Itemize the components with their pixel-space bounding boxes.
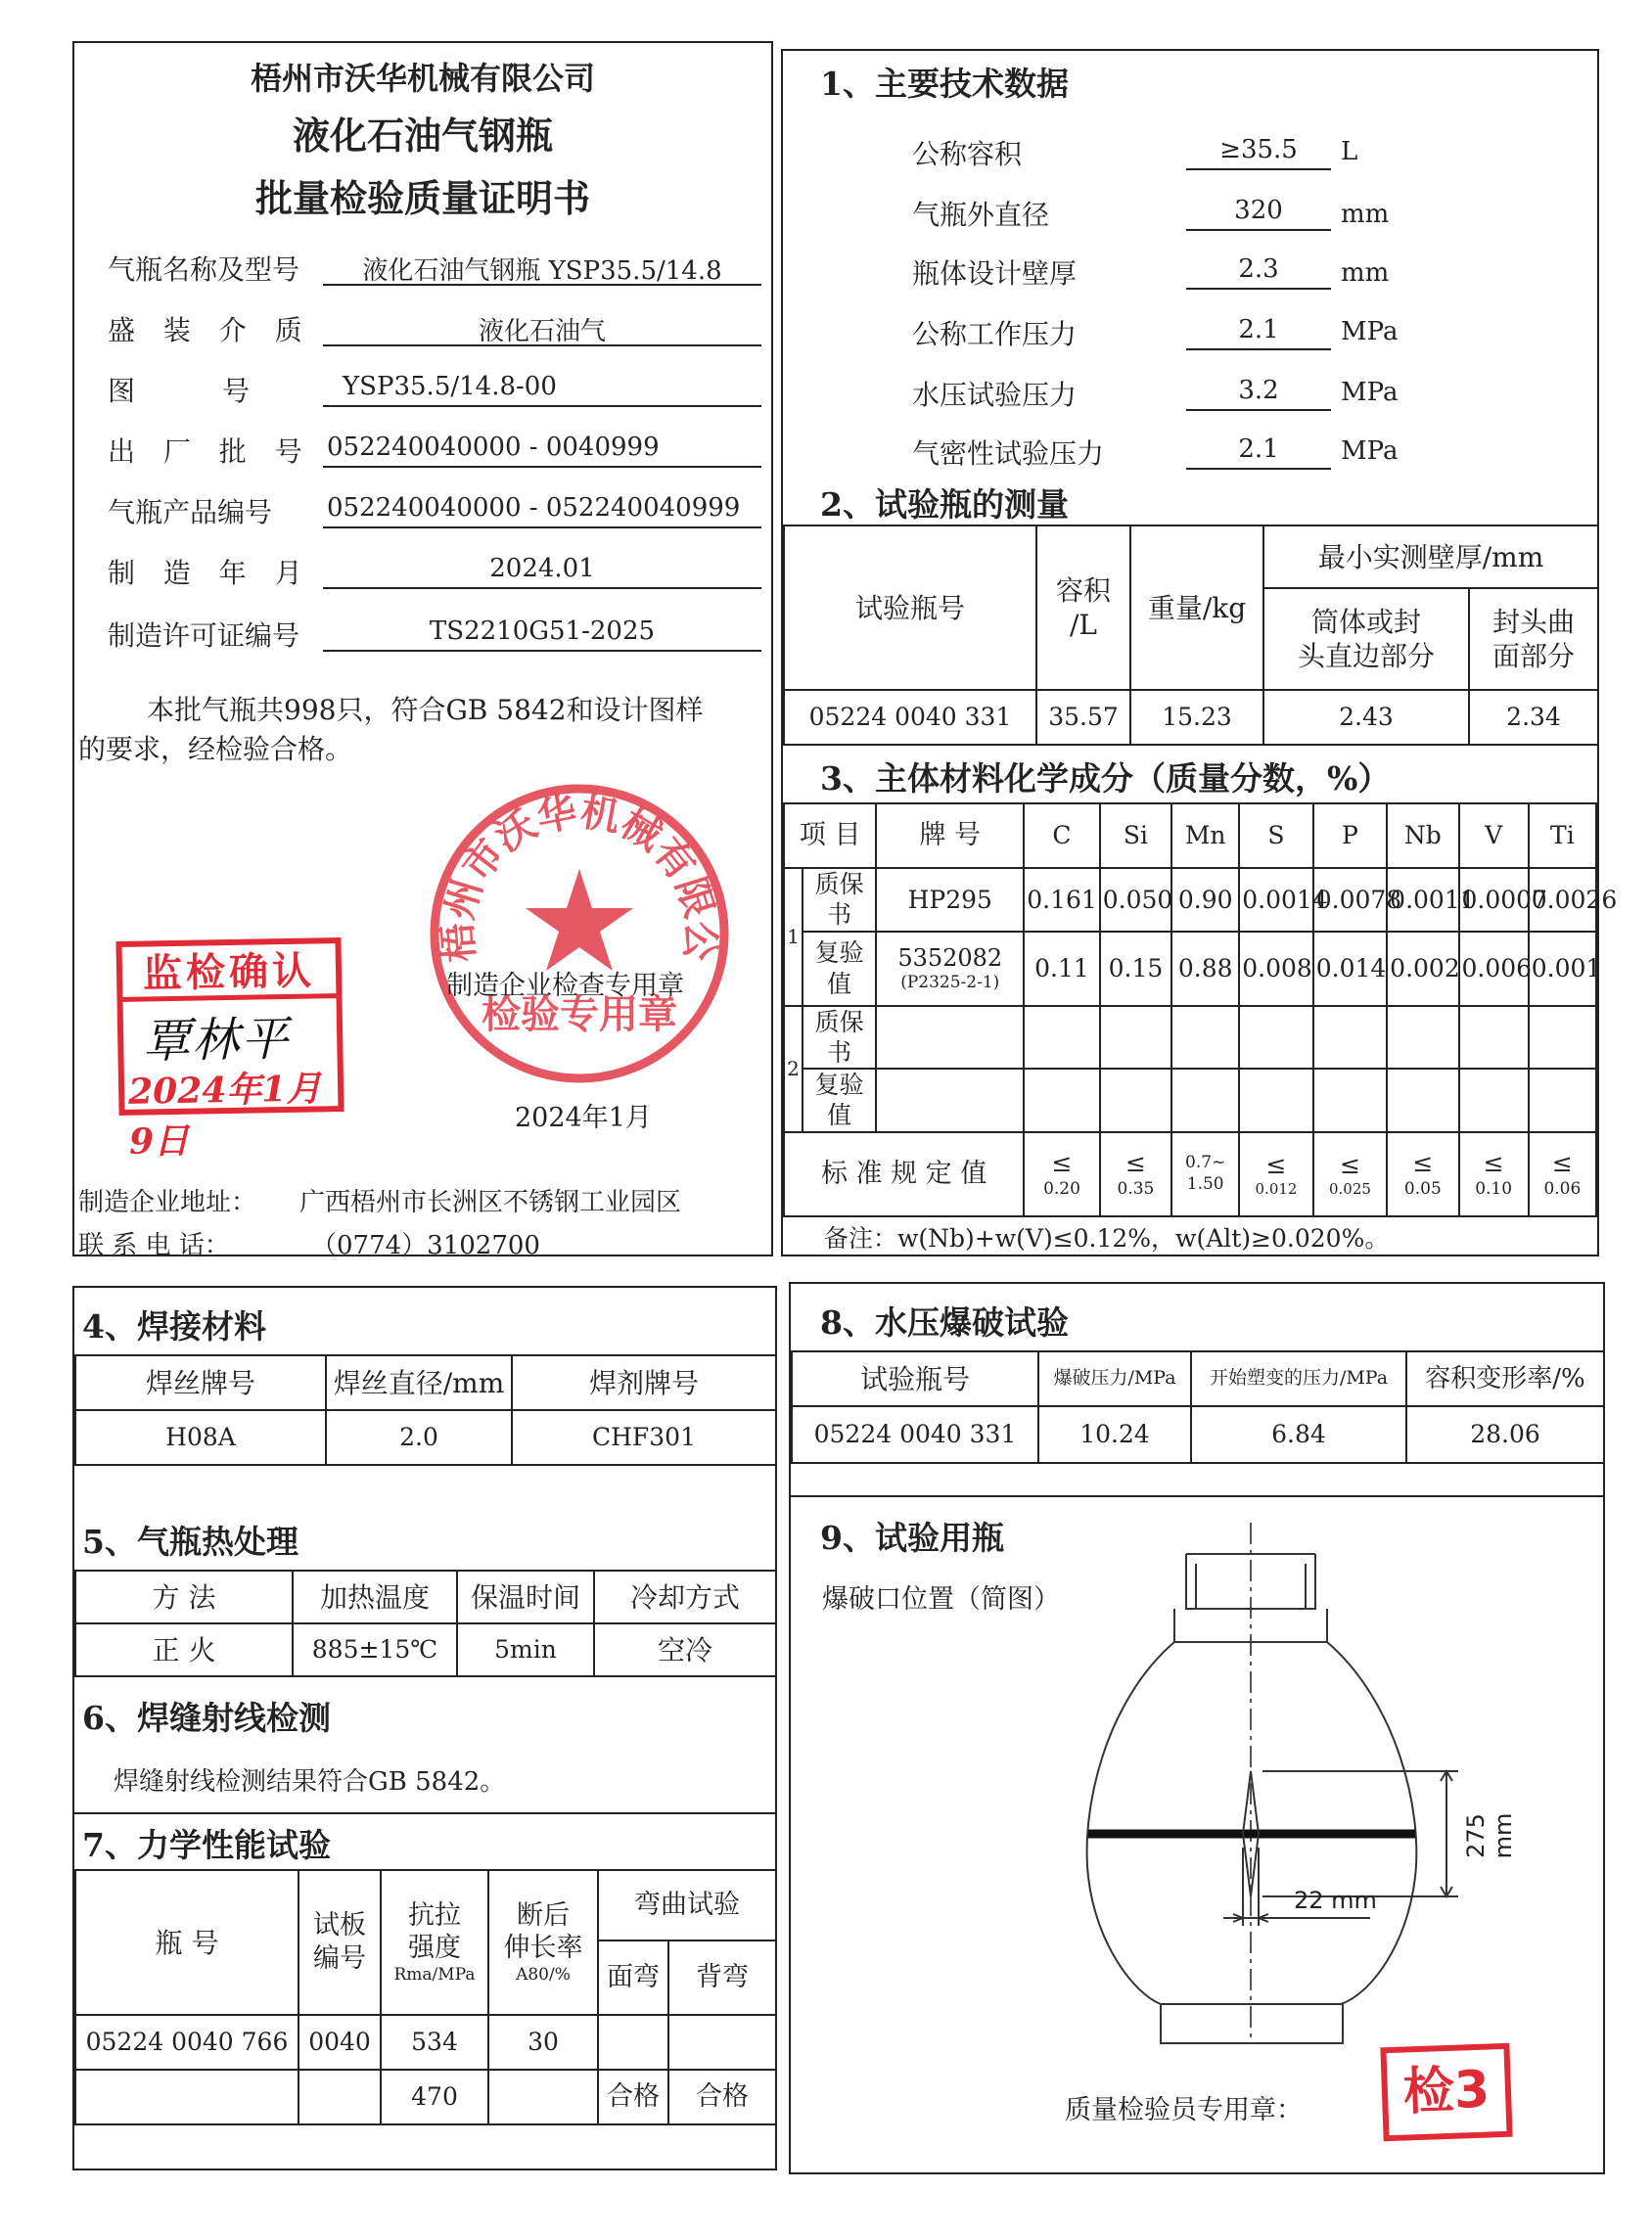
doc-title-2: 批量检验质量证明书 [254, 176, 590, 220]
cell: 0.0007 [1459, 868, 1529, 932]
stamp-caption: 制造企业检查专用章 [446, 971, 684, 1001]
col-header: 爆破压力/MPa [1038, 1351, 1191, 1406]
measurement-table [783, 525, 1599, 746]
cell: 05224 0040 331 [792, 1406, 1038, 1463]
cell: 5352082 (P2325-2-1) [876, 932, 1024, 1006]
cell: 0.88 [1171, 932, 1239, 1006]
row-label: 质保书 [803, 1006, 876, 1070]
col-header: Mn [1171, 803, 1239, 868]
tech-unit: MPa [1341, 317, 1399, 346]
section5-title: 5、气瓶热处理 [82, 1523, 298, 1561]
field-label: 出 厂 批 号 [108, 435, 312, 468]
std-cell: ≤ 0.025 [1313, 1132, 1387, 1216]
cell: 0040 [298, 2015, 381, 2070]
field-label: 制 造 年 月 [108, 557, 312, 589]
inspection-stamp [115, 937, 344, 1163]
inspection-stamp-title: 监检确认 [122, 943, 337, 1002]
cell: 0.050 [1100, 868, 1171, 932]
col-header: 容积变形率/% [1406, 1351, 1604, 1406]
cell: 5min [457, 1623, 594, 1676]
std-cell: 0.7~ 1.50 [1171, 1132, 1239, 1216]
col-header: 断后 伸长率 A80/% [488, 1870, 598, 2015]
col-header: 封头曲 面部分 [1469, 588, 1598, 690]
col-header: 最小实测壁厚/mm [1263, 525, 1598, 588]
tech-value: 2.1 [1238, 434, 1279, 464]
cell: 0.0026 [1529, 868, 1596, 932]
field-label: 盛 装 介 质 [108, 314, 312, 346]
cell: 0.0014 [1239, 868, 1312, 932]
cell: 0.11 [1024, 932, 1100, 1006]
phone-label: 联 系 电 话： [78, 1231, 230, 1260]
cell: 05224 0040 766 [75, 2015, 298, 2070]
col-header: 试验瓶号 [784, 525, 1036, 690]
cell: 合格 [668, 2070, 776, 2124]
col-header: Nb [1387, 803, 1458, 868]
cell: 0.001 [1529, 932, 1596, 1006]
tech-label: 水压试验压力 [912, 379, 1078, 411]
cell: H08A [75, 1410, 326, 1465]
cell: 正 火 [75, 1623, 293, 1676]
section8-title: 8、水压爆破试验 [820, 1303, 1069, 1342]
cell: 0.90 [1171, 868, 1239, 932]
field-label: 图 号 [108, 375, 251, 407]
tech-unit: L [1341, 137, 1358, 166]
field-value: 052240040000 - 0040999 [327, 433, 660, 462]
cell: 35.57 [1036, 690, 1130, 745]
cell: 2.43 [1263, 690, 1469, 745]
cell: 0.014 [1313, 932, 1387, 1006]
table-row [75, 2015, 776, 2070]
tech-label: 公称工作压力 [912, 318, 1078, 350]
field-value: 052240040000 - 052240040999 [327, 493, 741, 523]
table-row [784, 1069, 1596, 1132]
field-label: 气瓶名称及型号 [108, 253, 300, 286]
cell: 15.23 [1130, 690, 1263, 745]
std-cell: ≤ 0.35 [1100, 1132, 1171, 1216]
cell: 2.34 [1469, 690, 1598, 745]
table-row [784, 1006, 1596, 1070]
field-value: TS2210G51-2025 [429, 616, 656, 646]
table-row [784, 1132, 1596, 1216]
tech-value: 2.1 [1238, 315, 1279, 344]
col-header: 容积 /L [1036, 525, 1130, 690]
cell: 0.008 [1239, 932, 1312, 1006]
company-seal [429, 783, 730, 1084]
burst-diagram-caption: 爆破口位置（简图） [822, 1584, 1060, 1615]
svg-text:梧州市沃华机械有限公司: 梧州市沃华机械有限公 [435, 789, 723, 964]
cell: 0.002 [1387, 932, 1458, 1006]
cell: 0.15 [1100, 932, 1171, 1006]
tech-unit: mm [1341, 258, 1390, 288]
row-label: 复验值 [803, 932, 876, 1006]
section-divider [791, 1495, 1603, 1497]
tech-value: 2.3 [1238, 254, 1279, 284]
col-header: 弯曲试验 [598, 1870, 776, 1940]
col-header: 筒体或封 头直边部分 [1263, 588, 1469, 690]
inspection-stamp-date: 2024年1月9日 [127, 1068, 322, 1163]
mechanical-table [74, 1869, 777, 2125]
field-value: 液化石油气钢瓶 YSP35.5/14.8 [362, 256, 722, 286]
tech-value: 320 [1234, 196, 1283, 225]
field-value: YSP35.5/14.8-00 [343, 372, 557, 401]
table-row [75, 1623, 776, 1676]
cell: 28.06 [1406, 1406, 1604, 1463]
col-header: 面弯 [598, 1940, 668, 2015]
section3-title: 3、主体材料化学成分（质量分数，%） [820, 759, 1391, 798]
row-label: 复验值 [803, 1069, 876, 1132]
dim-horizontal-label: 22 mm [1294, 1887, 1377, 1914]
col-header: P [1313, 803, 1387, 868]
col-header: 焊丝牌号 [75, 1355, 326, 1410]
svg-text:检验专用章: 检验专用章 [482, 992, 677, 1037]
col-header: 保温时间 [457, 1571, 594, 1623]
col-header: 开始塑变的压力/MPa [1191, 1351, 1406, 1406]
tech-unit: MPa [1341, 436, 1399, 466]
phone-value: （0774）3102700 [311, 1231, 540, 1260]
chemistry-table [783, 802, 1618, 1217]
tech-unit: mm [1341, 200, 1390, 229]
table-row [784, 690, 1598, 745]
group-index: 1 [784, 868, 803, 1006]
row-label: 标 准 规 定 值 [784, 1132, 1024, 1216]
table-row [784, 868, 1596, 932]
col-header: 试板 编号 [298, 1870, 381, 2015]
cell: 0.0078 [1313, 868, 1387, 932]
cylinder-diagram [1077, 1515, 1546, 2063]
cell: CHF301 [512, 1410, 776, 1465]
statement-line-1: 本批气瓶共998只，符合GB 5842和设计图样 [147, 694, 704, 726]
issue-date: 2024年1月 [515, 1103, 652, 1133]
cell: 空冷 [594, 1623, 776, 1676]
inspector-signature: 覃林平 [142, 1011, 291, 1070]
section1-title: 1、主要技术数据 [820, 65, 1069, 103]
col-header: 焊丝直径/mm [326, 1355, 512, 1410]
group-index: 2 [784, 1006, 803, 1132]
std-cell: ≤ 0.012 [1239, 1132, 1312, 1216]
tech-value: 3.2 [1238, 376, 1279, 405]
field-value: 2024.01 [489, 554, 595, 583]
tech-label: 瓶体设计壁厚 [912, 257, 1078, 290]
row-label: 质保书 [803, 868, 876, 932]
section7-title: 7、力学性能试验 [82, 1826, 331, 1864]
burst-table [791, 1350, 1605, 1464]
tech-value: ≥35.5 [1219, 135, 1298, 164]
col-header: 试验瓶号 [792, 1351, 1038, 1406]
dim-vertical-label: 275 mm [1462, 1812, 1517, 1859]
col-header: 牌 号 [876, 803, 1024, 868]
section4-title: 4、焊接材料 [82, 1307, 266, 1346]
cell: 0.006 [1459, 932, 1529, 1006]
cell: 合格 [598, 2070, 668, 2124]
field-label: 制造许可证编号 [108, 619, 300, 652]
heat-treatment-table [74, 1570, 777, 1677]
inspector-stamp: 检3 [1380, 2043, 1512, 2142]
welding-table [74, 1354, 777, 1466]
std-cell: ≤ 0.20 [1024, 1132, 1100, 1216]
cell: 534 [381, 2015, 488, 2070]
cell: 05224 0040 331 [784, 690, 1036, 745]
table-row [792, 1406, 1604, 1463]
address-value: 广西梧州市长洲区不锈钢工业园区 [299, 1188, 682, 1217]
section6-title: 6、焊缝射线检测 [82, 1699, 331, 1737]
col-header: 焊剂牌号 [512, 1355, 776, 1410]
col-header: V [1459, 803, 1529, 868]
radiography-result: 焊缝射线检测结果符合GB 5842。 [114, 1767, 506, 1797]
col-header: 瓶 号 [75, 1870, 298, 2015]
cell: 30 [488, 2015, 598, 2070]
col-header: S [1239, 803, 1312, 868]
col-header: 加热温度 [293, 1571, 457, 1623]
statement-line-2: 的要求，经检验合格。 [78, 733, 353, 765]
chemistry-note: 备注：w(Nb)+w(V)≤0.12%，w(Alt)≥0.020%。 [824, 1224, 1390, 1253]
col-header: C [1024, 803, 1100, 868]
col-header: 重量/kg [1130, 525, 1263, 690]
tech-label: 气瓶外直径 [912, 199, 1050, 231]
tech-unit: MPa [1341, 378, 1399, 407]
cell: 0.161 [1024, 868, 1100, 932]
table-row [75, 2070, 776, 2124]
table-row [784, 932, 1596, 1006]
doc-title-1: 液化石油气钢瓶 [292, 114, 553, 158]
col-header: 冷却方式 [594, 1571, 776, 1623]
inspector-label: 质量检验员专用章： [1065, 2095, 1303, 2125]
cell: 2.0 [326, 1410, 512, 1465]
field-value: 液化石油气 [478, 317, 606, 346]
col-header: 背弯 [668, 1940, 776, 2015]
field-label: 气瓶产品编号 [108, 496, 273, 528]
cell: HP295 [876, 868, 1024, 932]
company-name: 梧州市沃华机械有限公司 [250, 60, 595, 97]
cell: 0.0011 [1387, 868, 1458, 932]
col-header: 项 目 [784, 803, 876, 868]
table-row [75, 1410, 776, 1465]
col-header: 方 法 [75, 1571, 293, 1623]
address-label: 制造企业地址： [78, 1188, 257, 1217]
section2-title: 2、试验瓶的测量 [820, 485, 1069, 524]
section9-title: 9、试验用瓶 [820, 1519, 1004, 1557]
cell: 6.84 [1191, 1406, 1406, 1463]
col-header: Ti [1529, 803, 1596, 868]
section-divider [74, 1812, 775, 1814]
std-cell: ≤ 0.05 [1387, 1132, 1458, 1216]
cell: 885±15℃ [293, 1623, 457, 1676]
col-header: Si [1100, 803, 1171, 868]
std-cell: ≤ 0.06 [1529, 1132, 1596, 1216]
cell: 470 [381, 2070, 488, 2124]
tech-label: 公称容积 [912, 138, 1023, 170]
cell: 10.24 [1038, 1406, 1191, 1463]
std-cell: ≤ 0.10 [1459, 1132, 1529, 1216]
col-header: 抗拉 强度 Rma/MPa [381, 1870, 488, 2015]
tech-label: 气密性试验压力 [912, 437, 1105, 470]
